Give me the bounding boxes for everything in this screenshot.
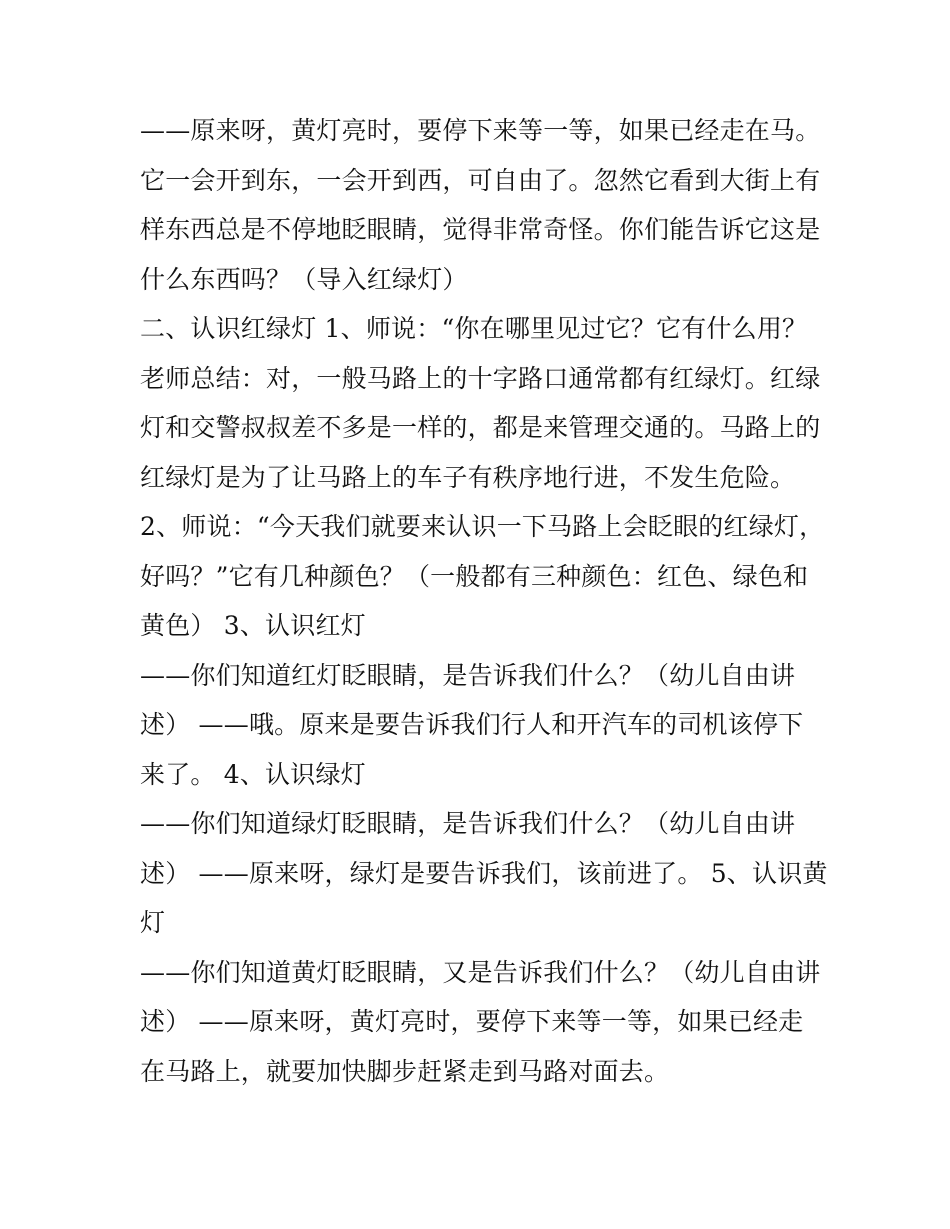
text-line: ——原来呀，黄灯亮时，要停下来等一等，如果已经走在马。	[140, 116, 821, 145]
text-line: 2、师说：“今天我们就要来认识一下马路上会眨眼的红绿灯，	[140, 512, 825, 541]
text-line: 它一会开到东，一会开到西，可自由了。忽然它看到大街上有	[140, 165, 821, 195]
text-line: 述） ——原来呀，绿灯是要告诉我们，该前进了。 5、认识黄	[140, 858, 828, 888]
text-line: ——你们知道绿灯眨眼睛，是告诉我们什么？（幼儿自由讲	[140, 809, 796, 838]
text-line: 灯和交警叔叔差不多是一样的，都是来管理交通的。马路上的	[140, 413, 821, 442]
text-line: 好吗？”它有几种颜色？（一般都有三种颜色：红色、绿色和	[140, 561, 809, 591]
text-line: 红绿灯是为了让马路上的车子有秩序地行进，不发生危险。	[140, 462, 796, 492]
text-line: ——你们知道红灯眨眼睛，是告诉我们什么？（幼儿自由讲	[140, 660, 796, 690]
text-line: 述） ——原来呀，黄灯亮时，要停下来等一等，如果已经走	[140, 1007, 804, 1036]
document-body	[140, 106, 830, 1096]
text-line: 灯	[140, 908, 166, 937]
text-line: 黄色） 3、认识红灯	[140, 611, 366, 640]
text-line: 老师总结：对，一般马路上的十字路口通常都有红绿灯。红绿	[140, 363, 821, 393]
text-line: 样东西总是不停地眨眼睛，觉得非常奇怪。你们能告诉它这是	[140, 215, 821, 244]
text-line: 什么东西吗？（导入红绿灯）	[140, 264, 468, 294]
text-line: 在马路上，就要加快脚步赶紧走到马路对面去。	[140, 1056, 670, 1086]
text-line: 述） ——哦。原来是要告诉我们行人和开汽车的司机该停下	[140, 710, 804, 739]
text-line: 来了。 4、认识绿灯	[140, 759, 366, 789]
text-line: ——你们知道黄灯眨眼睛，又是告诉我们什么？（幼儿自由讲	[140, 957, 821, 987]
text-line: 二、认识红绿灯 1、师说：“你在哪里见过它？它有什么用？	[140, 314, 808, 343]
